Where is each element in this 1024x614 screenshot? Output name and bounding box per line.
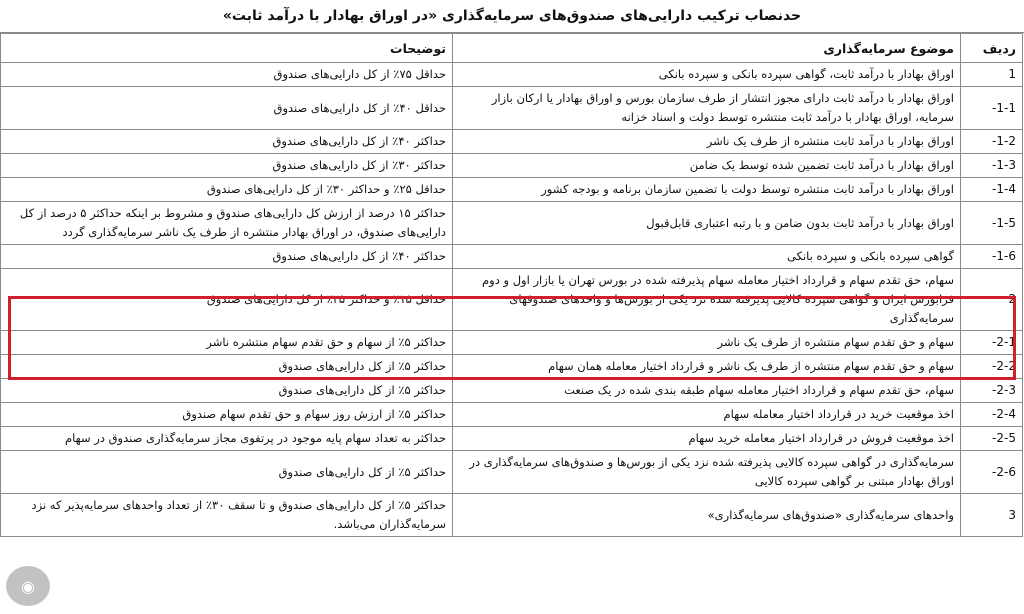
row-description: حداکثر ۵٪ از سهام و حق تقدم سهام منتشره ناشر: [1, 331, 453, 355]
row-description: حداکثر ۵٪ از کل دارایی‌های صندوق: [1, 355, 453, 379]
row-topic: سرمایه‌گذاری در گواهی سپرده کالایی پذیرفته شده نزد یکی از بورس‌ها و صندوق‌های سرمایه‌گذاری در اوراق بهادار مبتنی بر گواهی سپرده کالایی: [453, 451, 961, 494]
row-id: 3: [961, 494, 1023, 537]
table-row: [1, 379, 1023, 403]
row-id: 1-6-: [961, 245, 1023, 269]
row-description: حداقل ۲۵٪ و حداکثر ۳۰٪ از کل دارایی‌های صندوق: [1, 178, 453, 202]
table-row: [1, 494, 1023, 537]
row-description: حداقل ۷۵٪ از کل دارایی‌های صندوق: [1, 63, 453, 87]
row-id: 1: [961, 63, 1023, 87]
row-description: حداکثر ۵٪ از کل دارایی‌های صندوق: [1, 451, 453, 494]
row-topic: واحدهای سرمایه‌گذاری «صندوق‌های سرمایه‌گذاری»: [453, 494, 961, 537]
row-id: 1-1-: [961, 87, 1023, 130]
table-row: [1, 154, 1023, 178]
row-description: حداکثر ۵٪ از کل دارایی‌های صندوق و تا سقف ۳۰٪ از تعداد واحدهای سرمایه‌پذیر که نزد سرمایه‌گذاران می‌باشد.: [1, 494, 453, 537]
row-description: حداقل ۴۰٪ از کل دارایی‌های صندوق: [1, 87, 453, 130]
table-row: [1, 87, 1023, 130]
row-topic: سهام و حق تقدم سهام منتشره از طرف یک ناشر و قرارداد اختیار معامله همان سهام: [453, 355, 961, 379]
table-row: [1, 63, 1023, 87]
row-id: 1-3-: [961, 154, 1023, 178]
row-id: 2-3-: [961, 379, 1023, 403]
row-description: حداکثر ۳۰٪ از کل دارایی‌های صندوق: [1, 154, 453, 178]
table-title: حدنصاب ترکیب دارایی‌های صندوق‌های سرمایه‌گذاری «در اوراق بهادار با درآمد ثابت»: [0, 0, 1024, 33]
row-topic: اخذ موقعیت فروش در قرارداد اختیار معامله خرید سهام: [453, 427, 961, 451]
table-row: [1, 202, 1023, 245]
row-topic: سهام، حق تقدم سهام و قرارداد اختیار معامله سهام طبقه بندی شده در یک صنعت: [453, 379, 961, 403]
row-topic: اخذ موقعیت خرید در قرارداد اختیار معامله سهام: [453, 403, 961, 427]
row-id: 2-1-: [961, 331, 1023, 355]
row-description: حداکثر ۵٪ از کل دارایی‌های صندوق: [1, 379, 453, 403]
watermark-logo-icon: ◉: [6, 566, 50, 606]
table-row: [1, 427, 1023, 451]
table-row: [1, 355, 1023, 379]
header-topic: موضوع سرمایه‌گذاری: [453, 34, 961, 63]
allocation-table: [0, 33, 1023, 537]
row-topic: اوراق بهادار با درآمد ثابت منتشره توسط دولت با تضمین سازمان برنامه و بودجه کشور: [453, 178, 961, 202]
row-topic: اوراق بهادار با درآمد ثابت بدون ضامن و با رتبه اعتباری قابل‌قبول: [453, 202, 961, 245]
table-row: [1, 451, 1023, 494]
row-id: 2-6-: [961, 451, 1023, 494]
row-id: 2-4-: [961, 403, 1023, 427]
table-row: [1, 331, 1023, 355]
row-topic: اوراق بهادار با درآمد ثابت، گواهی سپرده بانکی و سپرده بانکی: [453, 63, 961, 87]
row-description: حداقل ۱۵٪ و حداکثر ۲۵٪ از کل دارایی‌های صندوق: [1, 269, 453, 331]
header-row: [1, 34, 1023, 63]
header-row-number: ردیف: [961, 34, 1023, 63]
row-topic: اوراق بهادار با درآمد ثابت دارای مجوز انتشار از طرف سازمان بورس و اوراق بهادار یا ارکان بازار سرمایه، اوراق بهادار با درآمد ثابت منتشره توسط دولت و اسناد خزانه: [453, 87, 961, 130]
row-id: 2: [961, 269, 1023, 331]
row-description: حداکثر به تعداد سهام پایه موجود در پرتفوی مجاز سرمایه‌گذاری صندوق در سهام: [1, 427, 453, 451]
row-description: حداکثر ۵٪ از ارزش روز سهام و حق تقدم سهام صندوق: [1, 403, 453, 427]
row-description: حداکثر ۴۰٪ از کل دارایی‌های صندوق: [1, 130, 453, 154]
row-id: 1-2-: [961, 130, 1023, 154]
table-row: [1, 403, 1023, 427]
row-topic: اوراق بهادار با درآمد ثابت منتشره از طرف یک ناشر: [453, 130, 961, 154]
row-id: 2-5-: [961, 427, 1023, 451]
header-description: توضیحات: [1, 34, 453, 63]
row-id: 1-5-: [961, 202, 1023, 245]
table-row: [1, 130, 1023, 154]
table-row: [1, 245, 1023, 269]
row-topic: سهام و حق تقدم سهام منتشره از طرف یک ناشر: [453, 331, 961, 355]
table-row: [1, 178, 1023, 202]
row-description: حداکثر ۱۵ درصد از ارزش کل دارایی‌های صندوق و مشروط بر اینکه حداکثر ۵ درصد از کل دارایی‌های صندوق، در اوراق بهادار منتشره از طرف یک ناشر سرمایه‌گذاری گردد: [1, 202, 453, 245]
row-id: 1-4-: [961, 178, 1023, 202]
row-topic: اوراق بهادار با درآمد ثابت تضمین شده توسط یک ضامن: [453, 154, 961, 178]
row-topic: سهام، حق تقدم سهام و قرارداد اختیار معامله سهام پذیرفته شده در بورس تهران یا بازار اول و دوم فرابورس ایران و گواهی سپرده کالایی پذیرفته شده نزد یکی از بورس‌ها و واحدهای صندوقهای سرمایه‌گذاری: [453, 269, 961, 331]
row-description: حداکثر ۴۰٪ از کل دارایی‌های صندوق: [1, 245, 453, 269]
table-row-highlighted: [1, 269, 1023, 331]
row-topic: گواهی سپرده بانکی و سپرده بانکی: [453, 245, 961, 269]
row-id: 2-2-: [961, 355, 1023, 379]
